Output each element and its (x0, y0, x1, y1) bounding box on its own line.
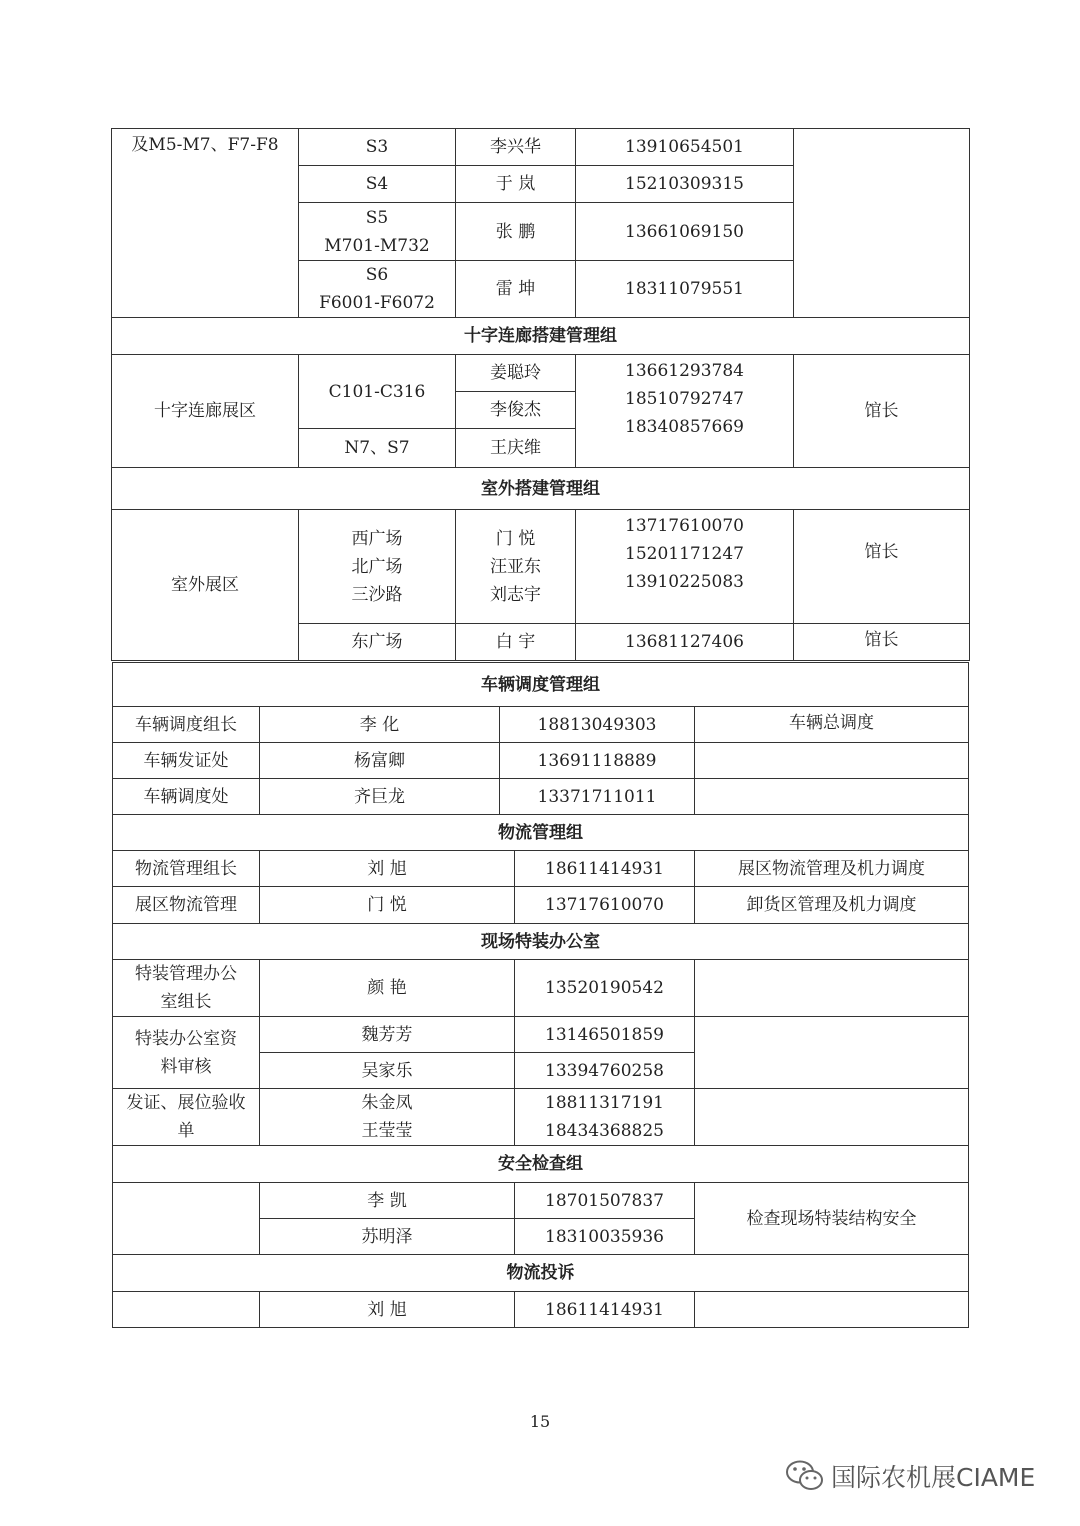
zone-cell: 室外展区 (112, 510, 299, 661)
name-line: 朱金凤 (361, 1093, 413, 1113)
name-cell: 王庆维 (456, 429, 576, 468)
name-cell: 雷 坤 (456, 261, 576, 318)
phone-cell: 18813049303 (500, 707, 695, 743)
phone-cell: 18701507837 (515, 1183, 695, 1219)
upper-contact-table (111, 128, 970, 661)
role-line: 发证、展位验收 (126, 1093, 246, 1113)
phone-cell: 15210309315 (576, 166, 794, 203)
area-line: 西广场 (351, 528, 403, 549)
role-cell (113, 1292, 260, 1328)
phone-line: 15201171247 (625, 544, 744, 564)
area-cell (299, 203, 456, 261)
role-cell: 展区物流管理 (113, 887, 260, 924)
phone-line: 13717610070 (625, 516, 744, 536)
area-cell: S4 (299, 166, 456, 203)
area-cell: C101-C316 (299, 355, 456, 429)
phone-cell: 13146501859 (515, 1017, 695, 1053)
phone-line: 13661293784 (625, 361, 744, 381)
duty-cell: 展区物流管理及机力调度 (695, 851, 969, 887)
name-line: 刘志宇 (490, 584, 541, 605)
section-title-safety: 安全检查组 (113, 1146, 969, 1183)
section-title-complaint: 物流投诉 (113, 1255, 969, 1292)
phone-line: 18434368825 (545, 1121, 664, 1141)
phone-cell: 13717610070 (515, 887, 695, 924)
name-cell: 于 岚 (456, 166, 576, 203)
role-line: 室组长 (160, 992, 212, 1012)
duty-cell: 车辆总调度 (695, 707, 969, 743)
name-cell: 魏芳芳 (260, 1017, 515, 1053)
section-title-logistics: 物流管理组 (113, 815, 969, 851)
role-cell: 物流管理组长 (113, 851, 260, 887)
name-cell: 白 宇 (456, 624, 576, 661)
role-line: 特装管理办公 (135, 964, 237, 984)
watermark-text: 国际农机展CIAME (831, 1463, 1036, 1492)
name-list (260, 1089, 515, 1146)
name-cell: 张 鹏 (456, 203, 576, 261)
name-cell: 姜聪玲 (456, 355, 576, 392)
phone-cell: 13661069150 (576, 203, 794, 261)
phone-cell: 13681127406 (576, 624, 794, 661)
role-line: 特装办公室资 (135, 1028, 237, 1049)
name-cell: 齐巨龙 (260, 779, 500, 815)
role-cell: 馆长 (794, 355, 970, 468)
duty-cell (695, 960, 969, 1017)
phone-line: 13910225083 (625, 572, 744, 592)
name-cell: 李 化 (260, 707, 500, 743)
name-cell: 颜 艳 (260, 960, 515, 1017)
name-cell: 门 悦 (260, 887, 515, 924)
section-title-corridor: 十字连廊搭建管理组 (112, 318, 970, 355)
phone-cell: 13910654501 (576, 129, 794, 166)
name-line: 门 悦 (495, 528, 536, 549)
name-line: 汪亚东 (490, 556, 541, 577)
area-line: S5 (365, 207, 389, 228)
name-cell: 李 凯 (260, 1183, 515, 1219)
phone-line: 18811317191 (545, 1093, 664, 1113)
s-zone-label: 及M5-M7、F7-F8 (112, 129, 299, 318)
section-title-vehicle: 车辆调度管理组 (113, 663, 969, 707)
role-cell: 馆长 (794, 510, 970, 624)
role-cell (113, 960, 260, 1017)
duty-cell (695, 743, 969, 779)
duty-cell (695, 779, 969, 815)
watermark (785, 1458, 1035, 1494)
role-line: 单 (177, 1121, 195, 1141)
name-line: 王莹莹 (361, 1121, 413, 1141)
phone-cell: 18310035936 (515, 1219, 695, 1255)
page-number: 15 (529, 1412, 551, 1431)
phone-cell: 13371711011 (500, 779, 695, 815)
role-cell (113, 1017, 260, 1089)
phone-cell: 18611414931 (515, 1292, 695, 1328)
area-cell (299, 261, 456, 318)
phone-cell: 13394760258 (515, 1053, 695, 1089)
role-cell (113, 1089, 260, 1146)
area-list (299, 510, 456, 624)
role-cell (113, 1183, 260, 1255)
name-cell: 李俊杰 (456, 392, 576, 429)
role-cell: 车辆调度组长 (113, 707, 260, 743)
duty-cell (695, 1292, 969, 1328)
area-cell: 东广场 (299, 624, 456, 661)
name-cell: 刘 旭 (260, 851, 515, 887)
duty-cell: 卸货区管理及机力调度 (695, 887, 969, 924)
phone-line: 18510792747 (625, 389, 744, 409)
area-line: 北广场 (351, 556, 403, 577)
phone-cell: 13520190542 (515, 960, 695, 1017)
phone-cell: 18311079551 (576, 261, 794, 318)
area-line: S6 (365, 265, 389, 285)
zone-cell: 十字连廊展区 (112, 355, 299, 468)
name-cell: 刘 旭 (260, 1292, 515, 1328)
phone-list (576, 355, 794, 468)
phone-list (576, 510, 794, 624)
name-cell: 苏明泽 (260, 1219, 515, 1255)
area-line: F6001-F6072 (319, 293, 435, 313)
role-cell: 车辆发证处 (113, 743, 260, 779)
area-line: M701-M732 (324, 235, 430, 256)
name-cell: 吴家乐 (260, 1053, 515, 1089)
phone-cell: 18611414931 (515, 851, 695, 887)
phone-list (515, 1089, 695, 1146)
role-line: 料审核 (160, 1056, 212, 1077)
duty-cell: 检查现场特装结构安全 (695, 1183, 969, 1255)
section-title-special: 现场特装办公室 (113, 924, 969, 960)
area-cell: N7、S7 (299, 429, 456, 468)
empty-cell (794, 129, 970, 318)
lower-contact-table (112, 662, 969, 1328)
role-cell: 车辆调度处 (113, 779, 260, 815)
section-title-outdoor: 室外搭建管理组 (112, 468, 970, 510)
duty-cell (695, 1017, 969, 1089)
phone-cell: 13691118889 (500, 743, 695, 779)
area-line: 三沙路 (351, 584, 403, 605)
name-cell: 李兴华 (456, 129, 576, 166)
duty-cell (695, 1089, 969, 1146)
area-cell: S3 (299, 129, 456, 166)
name-cell: 杨富卿 (260, 743, 500, 779)
wechat-icon (785, 1459, 825, 1493)
phone-line: 18340857669 (625, 417, 744, 437)
role-cell: 馆长 (794, 624, 970, 661)
name-list (456, 510, 576, 624)
